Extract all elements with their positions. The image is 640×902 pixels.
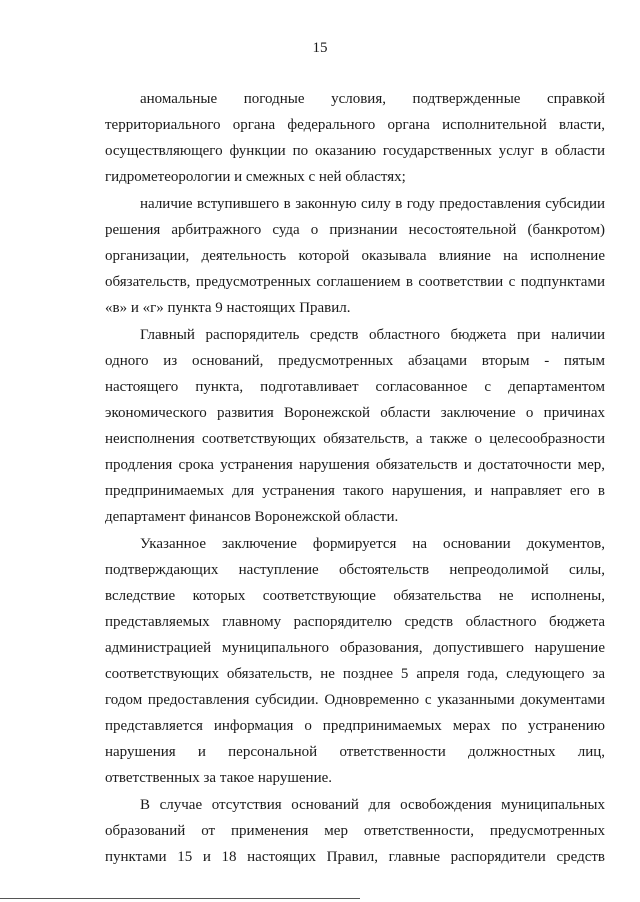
paragraph-weather-conditions: аномальные погодные условия, подтвержденные справкой территориального органа федерального органа исполнительной власти, осуществляющего функции по оказанию государственных услуг в области гидрометеорологии и смежных с ней областях; — [105, 91, 605, 185]
page-number: 15 — [312, 40, 328, 56]
paragraph-conclusion-basis: Указанное заключение формируется на основании документов, подтверждающих наступление обстоятельств непреодолимой силы, вследствие которых соответствующие обязательства не исполнены, представляемых главному распорядителю средств областного бюджета администрацией муниципального образования, допустившего нарушение соответствующих обязательств, не позднее 5 апреля года, следующего за годом предоставления субсидии. Одновременно с указанными документами представляется информация о предпринимаемых мерах по устранению нарушения и персональной ответственности должностных лиц, ответственных за такое нарушение. — [105, 536, 605, 786]
paragraph-arbitration-decision: наличие вступившего в законную силу в году предоставления субсидии решения арбитражного суда о признании несостоятельной (банкротом) организации, деятельность которой оказывала влияние на исполнение обязательств, предусмотренных соглашением в соответствии с подпунктами «в» и «г» пункта 9 настоящих Правил. — [105, 196, 605, 316]
footer-divider — [0, 898, 360, 899]
paragraph-chief-administrator: Главный распорядитель средств областного бюджета при наличии одного из оснований, предусмотренных абзацами вторым - пятым настоящего пункта, подготавливает согласованное с департаментом экономического развития Воронежской области заключение о причинах неисполнения соответствующих обязательств, а также о целесообразности продления срока устранения нарушения обязательств и достаточности мер, предпринимаемых для устранения такого нарушения, и направляет его в департамент финансов Воронежской области. — [105, 327, 605, 525]
paragraph-absence-of-grounds: В случае отсутствия оснований для освобождения муниципальных образований от применения мер ответственности, предусмотренных пунктами 15 и 18 настоящих Правил, главные распорядители средств — [105, 797, 605, 865]
document-body — [105, 86, 605, 870]
